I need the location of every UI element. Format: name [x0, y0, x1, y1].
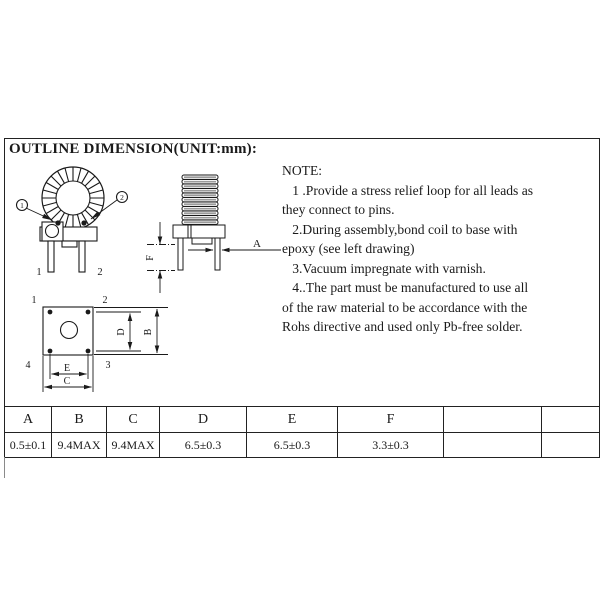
- dim-a-label: A: [253, 238, 261, 250]
- note-line: 1 .Provide a stress relief loop for all leads as: [282, 182, 534, 198]
- side-base: [173, 225, 225, 238]
- table-value-empty-2: [542, 433, 600, 458]
- table-value-row: [5, 433, 600, 458]
- table-header-f: F: [338, 407, 444, 433]
- callout-2-label: 2: [120, 192, 124, 202]
- note-line: Rohs directive and used only Pb-free solder.: [282, 319, 523, 334]
- note-line: NOTE:: [282, 163, 323, 178]
- page-title: OUTLINE DIMENSION(UNIT:mm):: [9, 141, 258, 157]
- dimension-table: [4, 406, 600, 458]
- table-header-row: [5, 407, 600, 433]
- technical-drawing: [0, 160, 300, 405]
- dim-b-label: B: [143, 328, 154, 336]
- front-pin-2-label: 2: [97, 267, 103, 278]
- bottom-pin-3-label: 3: [105, 360, 111, 371]
- table-header-a: A: [5, 407, 52, 433]
- side-pin-right: [215, 238, 220, 270]
- page-border-stub: [4, 457, 5, 478]
- bottom-pin-2-label: 2: [102, 295, 108, 306]
- dim-d-label: D: [116, 328, 127, 336]
- bottom-pin-1-label: 1: [31, 295, 37, 306]
- front-pin-1-label: 1: [36, 267, 42, 278]
- side-base-notch: [192, 238, 212, 244]
- bottom-pin-dot: [48, 349, 53, 354]
- table-header-c: C: [107, 407, 160, 433]
- dim-f-label: F: [145, 255, 156, 261]
- table-value-a: 0.5±0.1: [5, 433, 52, 458]
- table-value-e: 6.5±0.3: [247, 433, 338, 458]
- front-base-notch: [62, 241, 77, 247]
- table-header-empty-2: [542, 407, 600, 433]
- table-value-empty-1: [444, 433, 542, 458]
- table-header-b: B: [52, 407, 107, 433]
- front-pin-2: [79, 241, 85, 272]
- table-header-empty-1: [444, 407, 542, 433]
- table-value-f: 3.3±0.3: [338, 433, 444, 458]
- note-line: 3.Vacuum impregnate with varnish.: [282, 260, 486, 276]
- table-value-b: 9.4MAX: [52, 433, 107, 458]
- lead-joint-dot: [55, 220, 60, 225]
- note-line: 2.During assembly,bond coil to base with: [282, 221, 518, 237]
- note-line: 4..The part must be manufactured to use all: [282, 280, 529, 295]
- table-value-c: 9.4MAX: [107, 433, 160, 458]
- dim-e-label: E: [63, 363, 71, 374]
- notes-block: [282, 161, 533, 337]
- table-value-d: 6.5±0.3: [160, 433, 247, 458]
- table-header-d: D: [160, 407, 247, 433]
- callout-1-label: 1: [20, 200, 24, 210]
- bottom-pin-dot: [86, 310, 91, 315]
- note-line: of the raw material to be accordance with the: [282, 299, 528, 315]
- bottom-pin-4-label: 4: [25, 360, 31, 371]
- note-line: epoxy (see left drawing): [282, 241, 415, 256]
- bottom-view-drawing: [26, 295, 169, 392]
- note-line: they connect to pins.: [282, 202, 395, 217]
- coil-stack-icon: [182, 175, 218, 224]
- table-header-e: E: [247, 407, 338, 433]
- lead-joint-dot: [81, 220, 86, 225]
- bottom-pin-dot: [86, 349, 91, 354]
- front-view-drawing: [17, 167, 128, 278]
- dim-c-label: C: [63, 376, 71, 387]
- bottom-pin-dot: [48, 310, 53, 315]
- side-pin-left: [178, 238, 183, 270]
- front-pin-1: [48, 241, 54, 272]
- side-view-drawing: [145, 175, 281, 293]
